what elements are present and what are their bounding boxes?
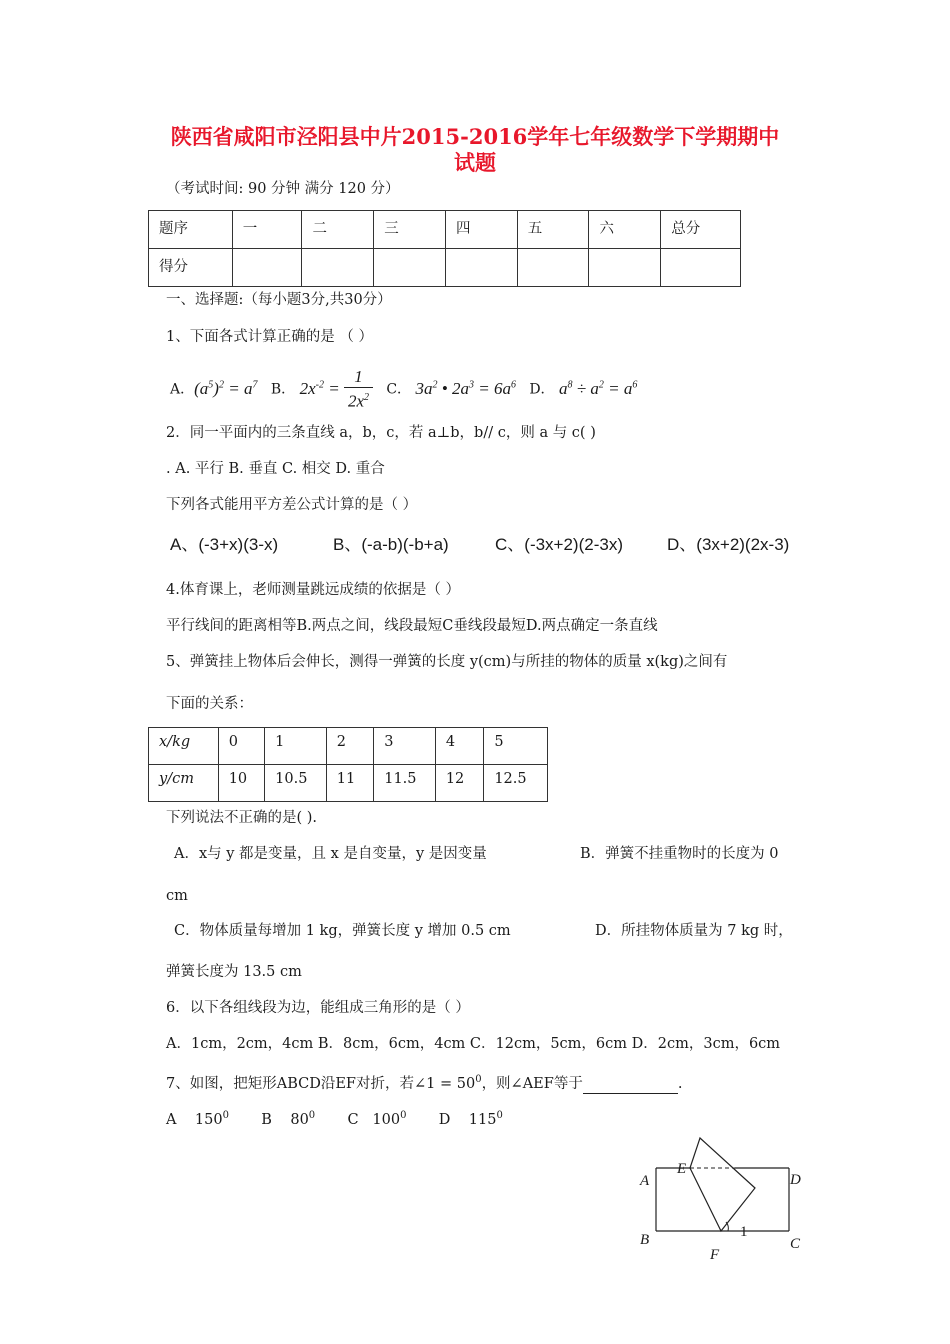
score-table-header: 五 (517, 211, 589, 249)
question-7-options: A $150^0$ B $80^0$ C $100^0$ D $115^0$ (166, 1110, 503, 1128)
figure-angle-label: 1 (740, 1224, 748, 1240)
page-title-line2: 试题 (454, 150, 496, 175)
spring-table (148, 727, 548, 802)
spring-table-cell: 10.5 (265, 765, 327, 802)
question-1-stem: 1、下面各式计算正确的是 （ ） (166, 329, 373, 345)
exam-info: （考试时间: 90 分钟 满分 120 分） (166, 181, 400, 197)
question-2-stem: 2．同一平面内的三条直线 a，b，c，若 a⊥b，b// c，则 a 与 c( ) (166, 425, 596, 441)
figure-label-a: A (640, 1173, 650, 1189)
option-b-label: B． (270, 381, 296, 398)
spring-table-cell: 4 (435, 728, 483, 765)
spring-table-cell: 12.5 (484, 765, 548, 802)
score-row-label: 得分 (149, 249, 233, 287)
spring-table-cell: 3 (374, 728, 436, 765)
question-5-question: 下列说法不正确的是( ). (166, 810, 318, 826)
answer-blank[interactable] (583, 1079, 678, 1094)
score-cell (517, 249, 589, 287)
question-5-stem-2: 下面的关系： (166, 696, 253, 712)
score-cell (589, 249, 661, 287)
score-cell (232, 249, 302, 287)
figure-label-c: C (790, 1236, 801, 1252)
figure-label-f: F (710, 1247, 720, 1263)
page-title-line1: 陕西省咸阳市泾阳县中片2015-2016学年七年级数学下学期期中 (170, 124, 780, 149)
score-table-header: 四 (445, 211, 517, 249)
question-3-option-a: A、(-3+x)(3-x) (170, 535, 279, 554)
question-5-option-b-cont: cm (166, 888, 188, 904)
score-table-header: 题序 (149, 211, 233, 249)
score-cell (661, 249, 741, 287)
option-d-label: D． (529, 381, 555, 398)
figure-label-b: B (640, 1232, 650, 1248)
spring-table-cell: 1 (265, 728, 327, 765)
question-3-option-d: D、(3x+2)(2x-3) (667, 535, 790, 554)
question-5-option-d-cont: 弹簧长度为 13.5 cm (166, 964, 302, 980)
question-5-option-b: B．弹簧不挂重物时的长度为 0 (580, 846, 779, 862)
question-7-stem: 7、如图，把矩形ABCD沿EF对折，若∠1 = $50^0$，则∠AEF等于 . (166, 1074, 683, 1092)
question-6-stem: 6．以下各组线段为边，能组成三角形的是（ ） (166, 1000, 470, 1016)
question-3-stem: 下列各式能用平方差公式计算的是（ ） (166, 497, 418, 513)
spring-table-cell: 5 (484, 728, 548, 765)
score-table-header: 总分 (661, 211, 741, 249)
spring-table-cell: 12 (435, 765, 483, 802)
folded-flap (690, 1138, 755, 1231)
score-table-header: 六 (589, 211, 661, 249)
question-5-stem-1: 5、弹簧挂上物体后会伸长，测得一弹簧的长度 y(cm)与所挂的物体的质量 x(kg)之间有 (166, 654, 728, 670)
score-cell (374, 249, 446, 287)
question-5-option-c: C．物体质量每增加 1 kg，弹簧长度 y 增加 0.5 cm (174, 923, 511, 939)
question-5-option-a: A．x与 y 都是变量，且 x 是自变量，y 是因变量 (174, 846, 487, 862)
score-table-header: 三 (374, 211, 446, 249)
question-4-stem: 4.体育课上，老师测量跳远成绩的依据是（ ） (166, 582, 460, 598)
question-6-options: A．1cm，2cm，4cm B．8cm，6cm，4cm C．12cm，5cm，6cm D．2cm，3cm，6cm (166, 1036, 781, 1052)
question-4-options: 平行线间的距离相等B.两点之间，线段最短C垂线段最短D.两点确定一条直线 (166, 618, 658, 634)
spring-table-cell: 2 (326, 728, 373, 765)
question-3-option-c: C、(-3x+2)(2-3x) (495, 535, 623, 554)
folded-rectangle-figure (630, 1130, 810, 1270)
question-3-option-b: B、(-a-b)(-b+a) (333, 535, 449, 554)
question-5-option-d: D．所挂物体质量为 7 kg 时， (595, 923, 793, 939)
figure-label-d: D (790, 1172, 801, 1188)
score-cell (302, 249, 374, 287)
option-c-label: C． (386, 381, 412, 398)
spring-table-cell: 10 (218, 765, 264, 802)
spring-table-cell: 11 (326, 765, 373, 802)
spring-table-cell: 0 (218, 728, 264, 765)
spring-table-cell: x/kg (149, 728, 219, 765)
option-a-label: A． (170, 381, 195, 398)
question-2-options: . A. 平行 B. 垂直 C. 相交 D. 重合 (166, 461, 385, 477)
score-table-header: 一 (232, 211, 302, 249)
question-1-options: A．$(a^5)^2 = a^7$ B． $2x^{-2}$ = $\frac{1}{2x^2}$ C． $3a^2$ • $2a^3 = 6a^6$ D． $a^8 \div a^2 = a^6$ (170, 367, 638, 412)
spring-table-cell: 11.5 (374, 765, 436, 802)
score-table (148, 210, 741, 287)
score-table-header: 二 (302, 211, 374, 249)
spring-table-cell: y/cm (149, 765, 219, 802)
figure-label-e: E (677, 1161, 687, 1177)
section-heading: 一、选择题:（每小题3分,共30分） (166, 292, 392, 308)
score-cell (445, 249, 517, 287)
